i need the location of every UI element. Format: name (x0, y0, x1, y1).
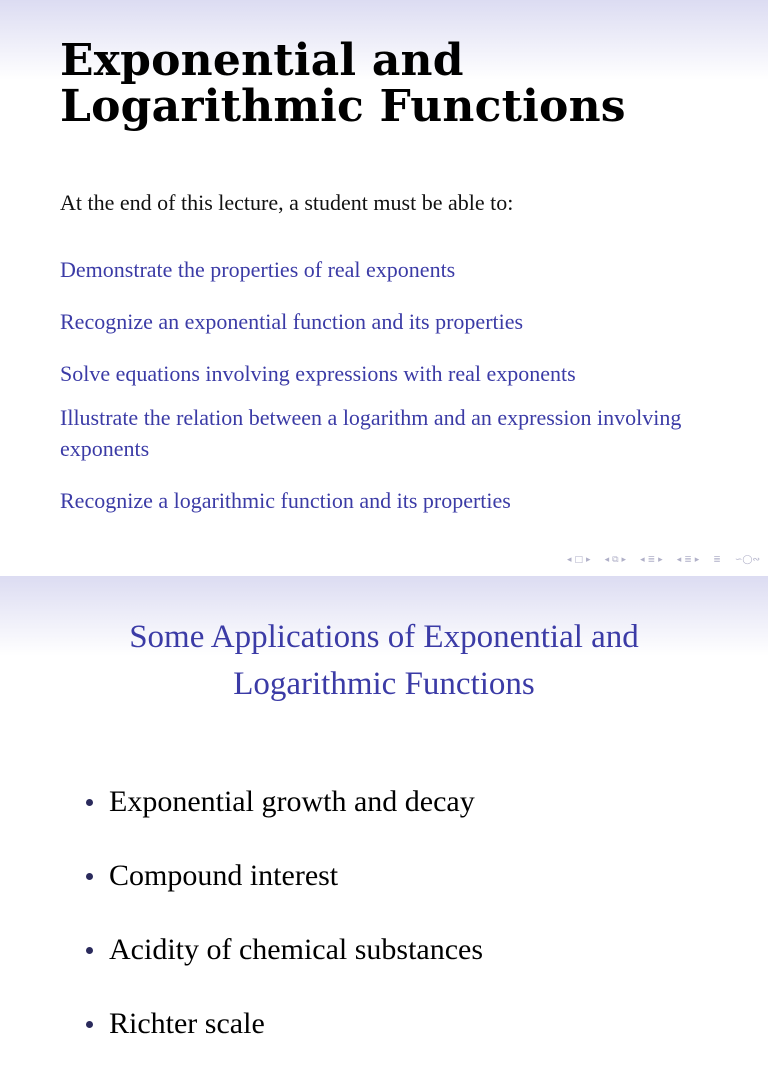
objective-item: Demonstrate the properties of real exponents (60, 257, 456, 282)
objectives-intro: At the end of this lecture, a student must be able to: (60, 190, 514, 215)
list-item (86, 856, 483, 896)
subsection-frames-nav (605, 555, 627, 565)
frame-prev-icon[interactable]: ◂ (567, 555, 572, 565)
frame-next-icon[interactable]: ▸ (586, 555, 591, 565)
subsection-icon[interactable]: ⧉ (612, 555, 619, 565)
bullet-icon (86, 799, 93, 806)
objective-item: Illustrate the relation between a logarithm and an expression involving exponents (60, 405, 682, 461)
subsection-prev-icon[interactable]: ◂ (604, 555, 610, 565)
objective-item: Solve equations involving expressions with real exponents (60, 361, 576, 386)
beamer-navigation-bar (567, 555, 760, 565)
subsec-next-icon[interactable]: ▸ (694, 555, 700, 565)
slide-2-title-line-1: Some Applications of Exponential and (129, 619, 639, 655)
search-nav (735, 555, 760, 565)
list-item (86, 1004, 483, 1044)
objectives-list (60, 254, 740, 537)
slide-1-title-line-2: Logarithmic Functions (60, 81, 626, 132)
table-of-contents-icon[interactable]: ≣ (713, 555, 721, 565)
list-item-label: Compound interest (109, 859, 339, 892)
list-item (86, 930, 483, 970)
subsec-prev-icon[interactable]: ◂ (676, 555, 682, 565)
frame-icon[interactable]: □ (574, 555, 584, 565)
list-item (86, 782, 483, 822)
section-next-icon[interactable]: ▸ (658, 555, 663, 565)
section-icon[interactable]: ≣ (647, 555, 656, 565)
bullet-icon (86, 947, 93, 954)
bullet-icon (86, 1021, 93, 1028)
objective-item: Recognize a logarithmic function and its properties (60, 488, 511, 513)
toc-nav (713, 555, 721, 565)
section-nav (640, 555, 663, 565)
slide-2-title (0, 614, 768, 708)
subsec-nav (677, 555, 700, 565)
list-item-label: Richter scale (109, 1007, 265, 1040)
section-prev-icon[interactable]: ◂ (640, 555, 645, 565)
frame-nav (567, 555, 591, 565)
applications-list (86, 782, 483, 1078)
slide-1-title-line-1: Exponential and (60, 35, 464, 86)
slide-1-title (60, 35, 626, 132)
objective-item: Recognize an exponential function and its properties (60, 309, 524, 334)
list-item-label: Acidity of chemical substances (109, 933, 484, 966)
bullet-icon (86, 873, 93, 880)
slide-2-title-line-2: Logarithmic Functions (233, 666, 535, 702)
subsection-next-icon[interactable]: ▸ (621, 555, 627, 565)
search-icon[interactable]: ∽◯∾ (734, 555, 760, 565)
list-item-label: Exponential growth and decay (109, 785, 475, 818)
subsec-icon[interactable]: ≣ (684, 555, 692, 565)
